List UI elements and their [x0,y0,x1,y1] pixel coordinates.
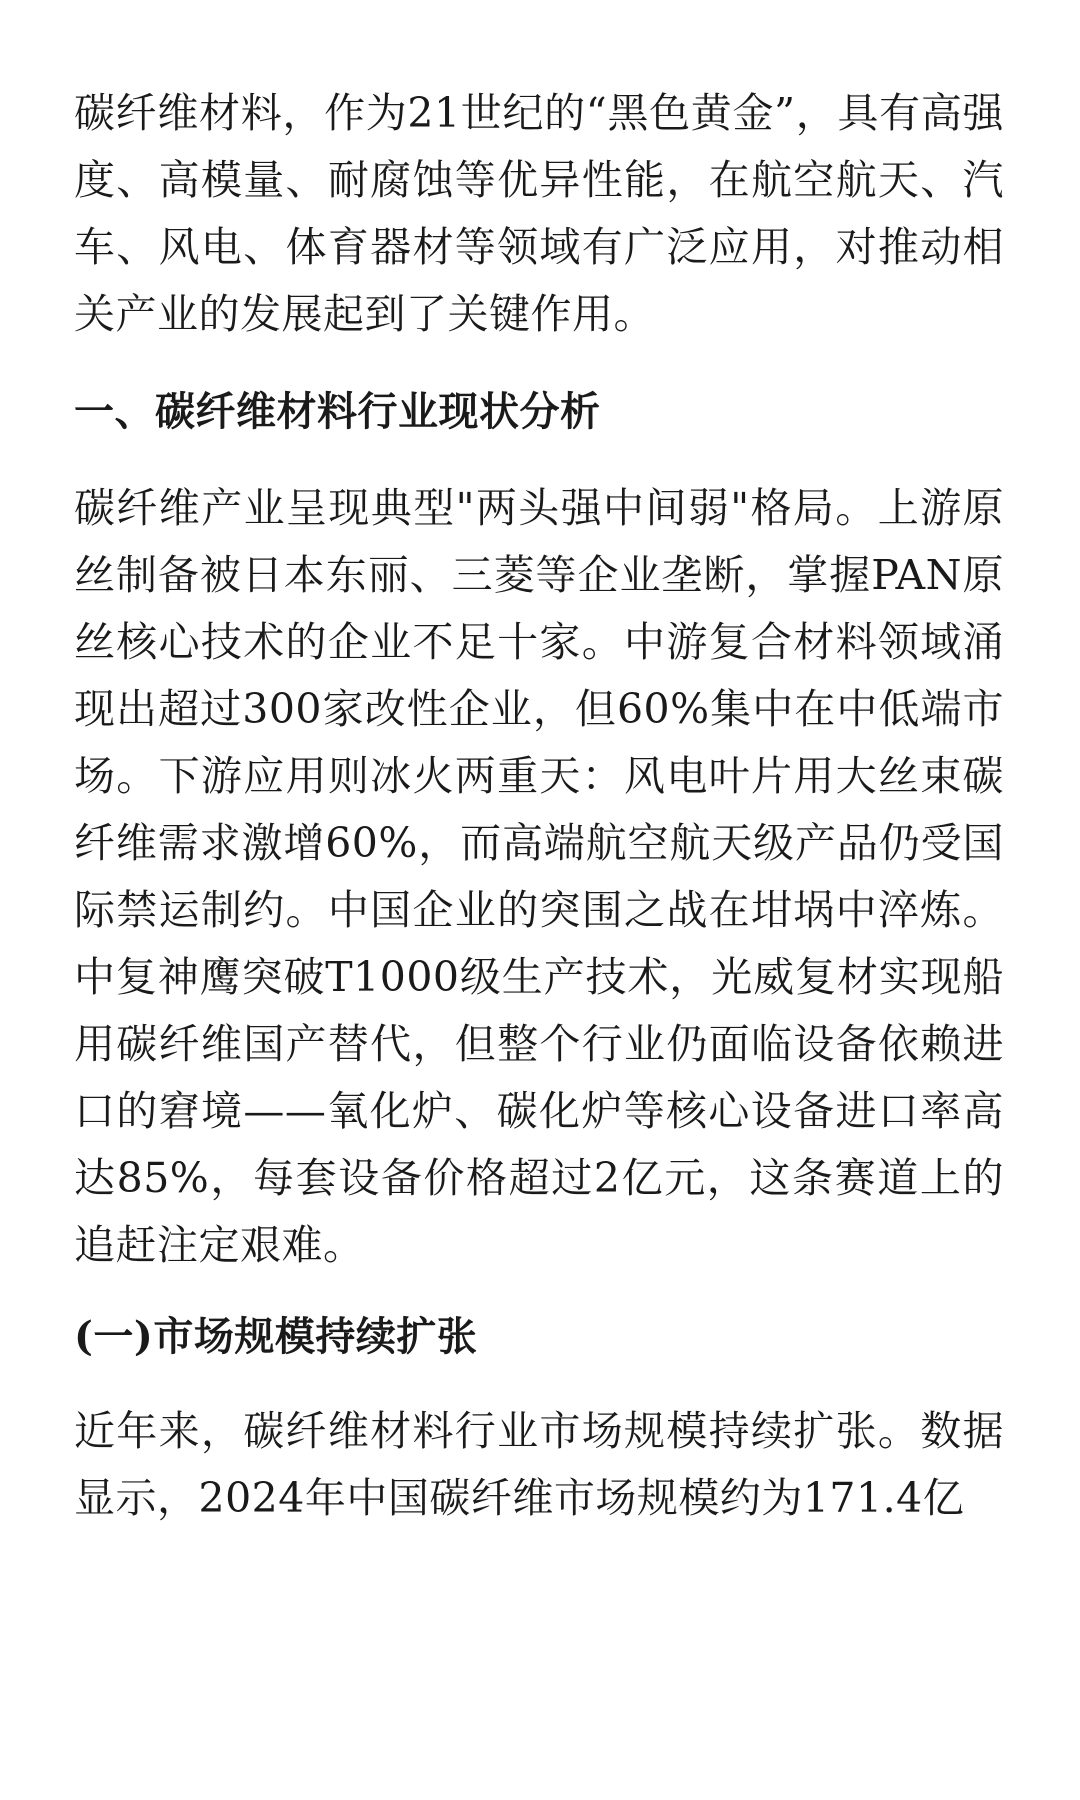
article-body [74,80,1004,1532]
section-paragraph: 碳纤维产业呈现典型"两头强中间弱"格局。上游原丝制备被日本东丽、三菱等企业垄断，掌握PAN原丝核心技术的企业不足十家。中游复合材料领域涌现出超过300家改性企业，但60%集中在中低端市场。下游应用则冰火两重天：风电叶片用大丝束碳纤维需求激增60%，而高端航空航天级产品仍受国际禁运制约。中国企业的突围之战在坩埚中淬炼。中复神鹰突破T1000级生产技术，光威复材实现船用碳纤维国产替代，但整个行业仍面临设备依赖进口的窘境——氧化炉、碳化炉等核心设备进口率高达85%，每套设备价格超过2亿元，这条赛道上的追赶注定艰难。 [74,484,1004,1269]
subsection-paragraph: 近年来，碳纤维材料行业市场规模持续扩张。数据显示，2024年中国碳纤维市场规模约为171.4亿 [74,1407,1004,1522]
section-heading: 一、碳纤维材料行业现状分析 [74,388,601,435]
intro-paragraph: 碳纤维材料，作为21世纪的“黑色黄金”，具有高强度、高模量、耐腐蚀等优异性能，在航空航天、汽车、风电、体育器材等领域有广泛应用，对推动相关产业的发展起到了关键作用。 [74,89,1004,338]
subsection-heading: (一)市场规模持续扩张 [74,1313,478,1360]
